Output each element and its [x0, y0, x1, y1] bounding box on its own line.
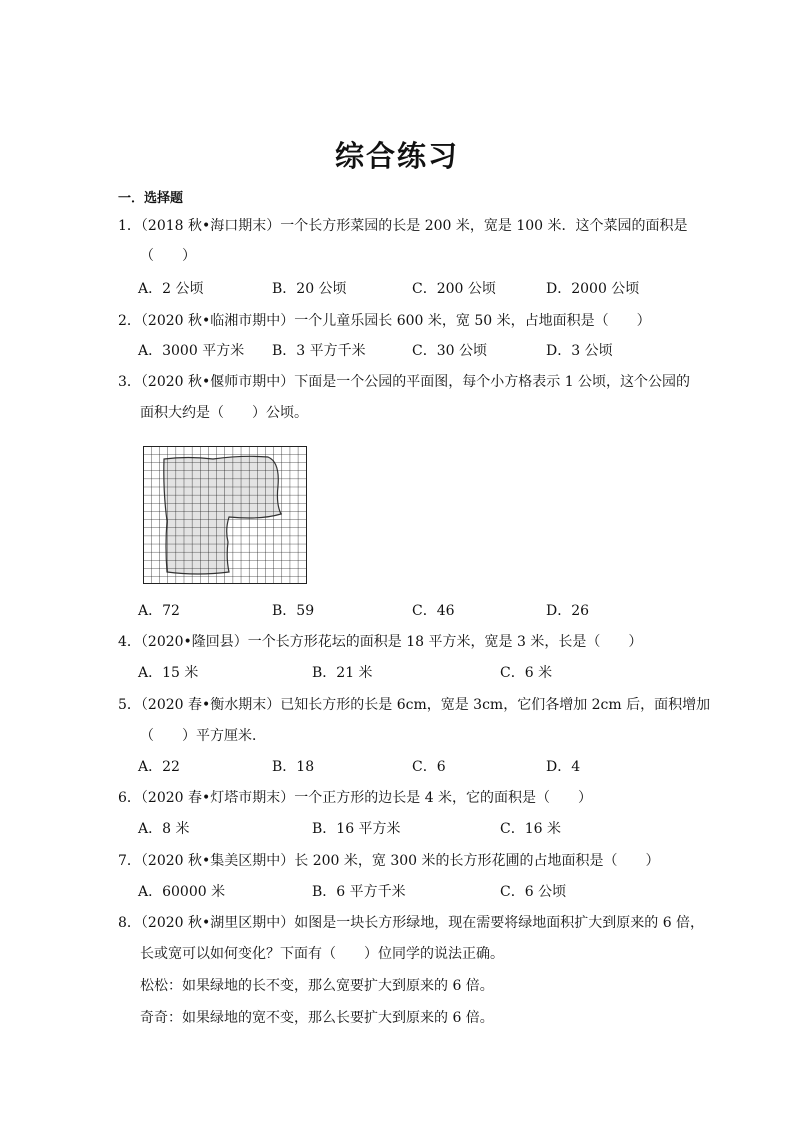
question-2-stem: 2．（2020 秋•临湘市期中）一个儿童乐园长 600 米，宽 50 米，占地面积是（ ）	[118, 313, 651, 329]
page-title: 综合练习	[334, 139, 459, 173]
question-7-stem: 7．（2020 秋•集美区期中）长 200 米，宽 300 米的长方形花圃的占地面积是（ ）	[118, 853, 660, 869]
q6-option-c: C．16 米	[500, 821, 561, 837]
q4-option-b: B．21 米	[312, 665, 373, 681]
q3-option-d: D．26	[546, 603, 590, 619]
q7-option-b: B．6 平方千米	[312, 884, 406, 900]
question-6-stem: 6．（2020 春•灯塔市期末）一个正方形的边长是 4 米，它的面积是（ ）	[118, 790, 593, 806]
q1-option-d: D．2000 公顷	[546, 281, 640, 297]
question-8-stem-cont: 长或宽可以如何变化？下面有（ ）位同学的说法正确。	[140, 946, 504, 962]
q7-option-a: A．60000 米	[138, 884, 226, 900]
question-3-stem-cont: 面积大约是（ ）公顷。	[140, 405, 308, 421]
q7-option-c: C．6 公顷	[500, 884, 567, 900]
q2-option-b: B．3 平方千米	[272, 343, 366, 359]
q3-option-c: C．46	[412, 603, 455, 619]
q1-option-b: B．20 公顷	[272, 281, 347, 297]
park-plan-figure	[143, 446, 308, 588]
q5-option-b: B．18	[272, 759, 315, 775]
q6-option-a: A．8 米	[138, 821, 190, 837]
q5-option-a: A．22	[138, 759, 180, 775]
question-8-statement-2: 奇奇：如果绿地的宽不变，那么长要扩大到原来的 6 倍。	[140, 1010, 494, 1026]
question-4-stem: 4．（2020•隆回县）一个长方形花坛的面积是 18 平方米，宽是 3 米，长是（ ）	[118, 634, 643, 650]
q2-option-d: D．3 公顷	[546, 343, 613, 359]
q3-option-b: B．59	[272, 603, 315, 619]
question-1-stem: 1．（2018 秋•海口期末）一个长方形菜园的长是 200 米，宽是 100 米．这个菜园的面积是	[118, 218, 688, 234]
q2-option-c: C．30 公顷	[412, 343, 487, 359]
question-8-statement-1: 松松：如果绿地的长不变，那么宽要扩大到原来的 6 倍。	[140, 978, 494, 994]
q1-option-a: A．2 公顷	[138, 281, 204, 297]
q4-option-a: A．15 米	[138, 665, 199, 681]
question-8-stem: 8．（2020 秋•湖里区期中）如图是一块长方形绿地，现在需要将绿地面积扩大到原来的 6 倍，	[118, 915, 705, 931]
q5-option-d: D．4	[546, 759, 581, 775]
q4-option-c: C．6 米	[500, 665, 553, 681]
question-1-stem-cont: （ ）	[140, 248, 196, 264]
q3-option-a: A．72	[138, 603, 180, 619]
question-5-stem-cont: （ ）平方厘米．	[140, 728, 266, 744]
q1-option-c: C．200 公顷	[412, 281, 496, 297]
q6-option-b: B．16 平方米	[312, 821, 401, 837]
question-3-stem: 3．（2020 秋•偃师市期中）下面是一个公园的平面图，每个小方格表示 1 公顷，这个公园的	[118, 374, 691, 390]
q2-option-a: A．3000 平方米	[138, 343, 245, 359]
q5-option-c: C．6	[412, 759, 446, 775]
question-5-stem: 5．（2020 春•衡水期末）已知长方形的长是 6cm，宽是 3cm，它们各增加 2cm 后，面积增加	[118, 697, 711, 713]
section-heading: 一．选择题	[118, 191, 184, 206]
